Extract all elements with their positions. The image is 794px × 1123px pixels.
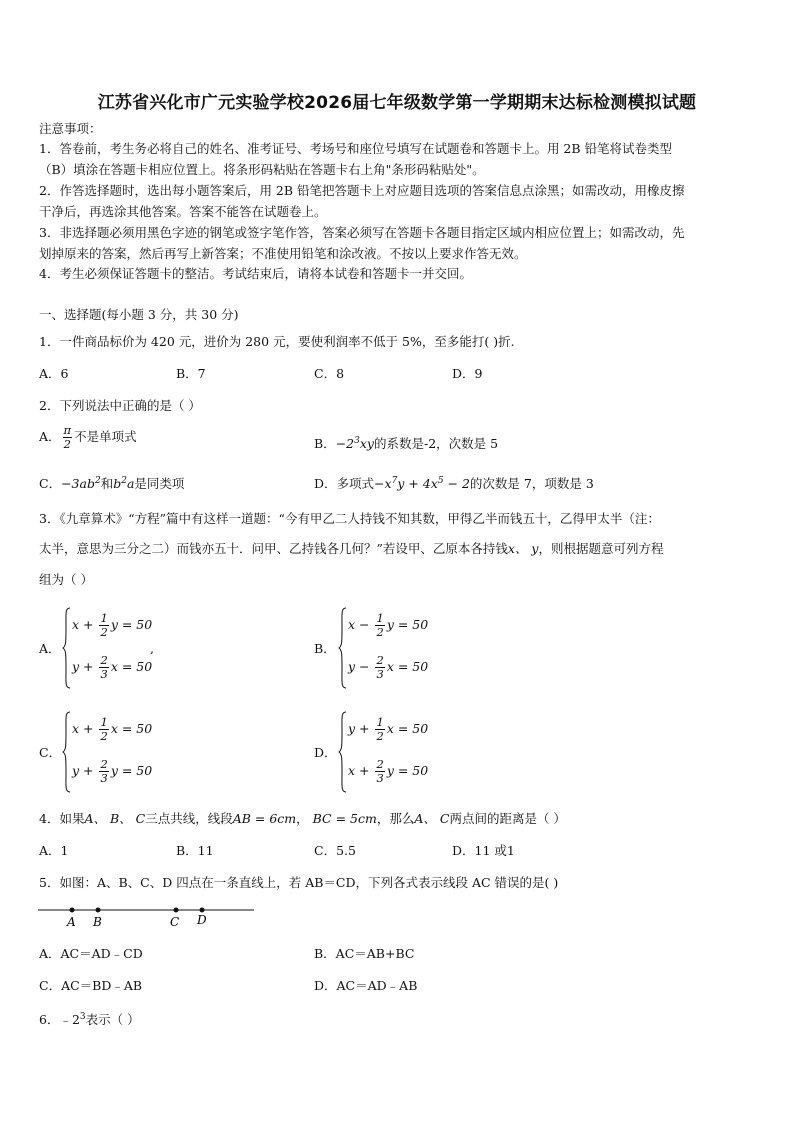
q2-option-c — [39, 472, 184, 493]
point-d — [200, 908, 205, 913]
q2-c-mid: 和 — [100, 476, 114, 492]
q3-option-a-system — [62, 606, 182, 690]
q5-option-a: A．AC＝AD﹣CD — [39, 946, 143, 961]
question-2-stem: 2．下列说法中正确的是（ ） — [39, 398, 201, 413]
q3-c-eq-2: y + $\frac{2}{3}$ y = 50 — [72, 757, 153, 785]
question-3-line-3: 组为（ ） — [39, 572, 93, 587]
q3-variables: x、 y — [507, 541, 539, 556]
q4-points: A、 B、 C — [84, 811, 146, 826]
q2-d-term2: y + 4x — [397, 476, 438, 492]
q2-c-expr2-tail: a — [126, 476, 135, 492]
exam-title: 江苏省兴化市广元实验学校2026届七年级数学第一学期期末达标检测模拟试题 — [97, 93, 697, 113]
q5-option-c: C．AC＝BD﹣AB — [39, 978, 143, 993]
notice-line-1: 1．答卷前，考生务必将自己的姓名、准考证号、考场号和座位号填写在试题卷和答题卡上。用 2B 铅笔将试卷类型 — [39, 141, 673, 156]
q3-option-b-system — [338, 606, 458, 690]
q2-b-expr-vars: xy — [359, 436, 374, 452]
notice-line-4: 干净后，再选涂其他答案。答案不能答在试题卷上。 — [39, 204, 327, 219]
q6-pre: 6．﹣2 — [39, 1012, 80, 1028]
question-4-stem: 4．如果A、 B、 C三点共线，线段AB = 6cm， BC = 5cm，那么A、 C两点间的距离是（ ） — [39, 811, 566, 826]
q3-option-d-system — [338, 710, 458, 794]
question-3-line-1: 3．《九章算术》“方程”篇中有这样一道题：“今有甲乙二人持钱不知其数，甲得乙半而钱五十，乙得甲太半（注： — [39, 511, 660, 526]
q4-option-d: D．11 或1 — [452, 843, 515, 858]
q2-b-expr — [336, 436, 374, 451]
q2-a-label: A． — [39, 429, 61, 444]
q5-option-d: D．AC＝AD﹣AB — [314, 978, 418, 993]
q4-option-a: A．1 — [39, 843, 69, 858]
q2-d-exp2: 5 — [437, 476, 444, 486]
q2-c-label: C． — [39, 476, 62, 492]
notice-line-3: 2．作答选择题时，选出每小题答案后，用 2B 铅笔把答题卡上对应题目选项的答案信息点涂黑；如需改动，用橡皮擦 — [39, 183, 685, 198]
q3-a-trailing-comma: , — [150, 641, 154, 656]
q2-c-expr2-base: b — [113, 476, 122, 492]
q4-option-c: C．5.5 — [314, 843, 356, 858]
label-d: D — [197, 913, 207, 927]
q6-end: 表示（ ） — [85, 1012, 140, 1028]
q2-c-text: 是同类项 — [134, 476, 185, 492]
q2-d-label: D． — [314, 476, 337, 492]
q2-b-label: B． — [314, 436, 336, 452]
point-a — [70, 908, 75, 913]
point-c — [174, 908, 179, 913]
q4-ac: A、 C — [414, 811, 450, 826]
q2-d-term1: −x — [374, 476, 392, 492]
brace-icon — [338, 710, 348, 794]
q4-end: 两点间的距离是（ ） — [449, 811, 566, 826]
q1-option-d: D．9 — [452, 366, 483, 381]
brace-icon — [62, 710, 72, 794]
q3-option-c-system — [62, 710, 182, 794]
q2-d-text: 的次数是 7，项数是 3 — [469, 476, 594, 492]
notice-heading: 注意事项： — [39, 121, 102, 136]
point-b — [96, 908, 101, 913]
q2-c-expr-2 — [113, 476, 134, 491]
q2-option-a — [39, 424, 137, 451]
q2-a-numerator: π — [63, 423, 72, 437]
q2-d-pre: 多项式 — [336, 476, 375, 492]
q4-mid2: ，那么 — [376, 811, 415, 826]
label-a: A — [67, 915, 76, 929]
q2-d-expr — [374, 476, 470, 491]
q2-b-expr-base: −2 — [335, 436, 355, 452]
label-b: B — [93, 915, 102, 929]
q2-b-text: 的系数是-2，次数是 5 — [373, 436, 499, 452]
brace-icon — [62, 606, 72, 690]
q3-d-eq-1: y + $\frac{1}{2}$ x = 50 — [348, 715, 429, 743]
question-6-stem — [39, 1008, 140, 1029]
q3-option-c-label: C． — [39, 745, 62, 760]
q5-option-b: B．AC＝AB+BC — [314, 946, 415, 961]
q3-line2-text: 太半，意思为三分之二）而钱亦五十．问甲、乙持钱各几何？”若设甲、乙原本各持钱 — [39, 541, 508, 556]
q1-option-a: A．6 — [39, 366, 69, 381]
q1-option-c: C．8 — [314, 366, 345, 381]
q4-option-b: B．11 — [176, 843, 214, 858]
q3-option-a-label: A． — [39, 641, 61, 656]
q1-option-b: B．7 — [176, 366, 206, 381]
notice-line-2: （B）填涂在答题卡相应位置上。将条形码粘贴在答题卡右上角"条形码粘贴处"。 — [39, 162, 485, 177]
q2-a-denominator: 2 — [63, 437, 71, 451]
q3-d-eq-2: x + $\frac{2}{3}$ y = 50 — [348, 757, 429, 785]
q2-d-term3: − 2 — [443, 476, 470, 492]
q2-option-b — [314, 432, 498, 453]
notice-line-5: 3．非选择题必须用黑色字迹的钢笔或签字笔作答，答案必须写在答题卡各题目指定区域内相应位置上；如需改动，先 — [39, 225, 685, 240]
q2-c-exp1: 2 — [94, 476, 101, 486]
q3-b-eq-1: x − $\frac{1}{2}$ y = 50 — [348, 611, 429, 639]
question-3-line-2 — [39, 540, 664, 558]
q4-bc: BC = 5cm — [312, 811, 377, 826]
q3-line2-end: ，则根据题意可列方程 — [538, 541, 664, 556]
q2-option-d — [314, 472, 594, 493]
q4-pre: 4．如果 — [39, 811, 85, 826]
q3-a-eq-2: y + $\frac{2}{3}$ x = 50 — [72, 653, 153, 681]
question-1-stem: 1．一件商品标价为 420 元，进价为 280 元，要使利润率不低于 5%，至多能打( )折. — [39, 334, 515, 349]
q3-b-eq-2: y − $\frac{2}{3}$ x = 50 — [348, 653, 429, 681]
q2-c-expr1-base: −3ab — [61, 476, 95, 492]
q4-ab: AB = 6cm — [232, 811, 297, 826]
section-heading: 一、选择题(每小题 3 分，共 30 分) — [39, 307, 239, 322]
q2-a-text: 不是单项式 — [74, 429, 137, 444]
brace-icon — [338, 606, 348, 690]
q2-c-expr-1 — [61, 476, 101, 491]
notice-line-6: 划掉原来的答案，然后再写上新答案；不准使用铅笔和涂改液。不按以上要求作答无效。 — [39, 246, 527, 261]
q2-a-fraction — [63, 424, 73, 451]
label-c: C — [170, 915, 180, 929]
q3-option-d-label: D． — [314, 745, 337, 760]
question-5-stem: 5．如图：A、B、C、D 四点在一条直线上，若 AB＝CD，下列各式表示线段 AC 错误的是( ) — [39, 875, 559, 890]
q4-mid: 三点共线，线段 — [145, 811, 233, 826]
number-line-figure — [38, 902, 258, 934]
q3-option-b-label: B． — [314, 641, 336, 656]
q2-d-exp1: 7 — [391, 476, 398, 486]
notice-line-7: 4．考生必须保证答题卡的整洁。考试结束后，请将本试卷和答题卡一并交回。 — [39, 266, 472, 281]
q2-b-exponent: 3 — [354, 436, 360, 446]
q2-c-exp2: 2 — [121, 476, 127, 486]
q6-exponent: 3 — [79, 1012, 86, 1022]
q3-a-eq-1: x + $\frac{1}{2}$ y = 50 — [72, 611, 153, 639]
q3-c-eq-1: x + $\frac{1}{2}$ x = 50 — [72, 715, 153, 743]
